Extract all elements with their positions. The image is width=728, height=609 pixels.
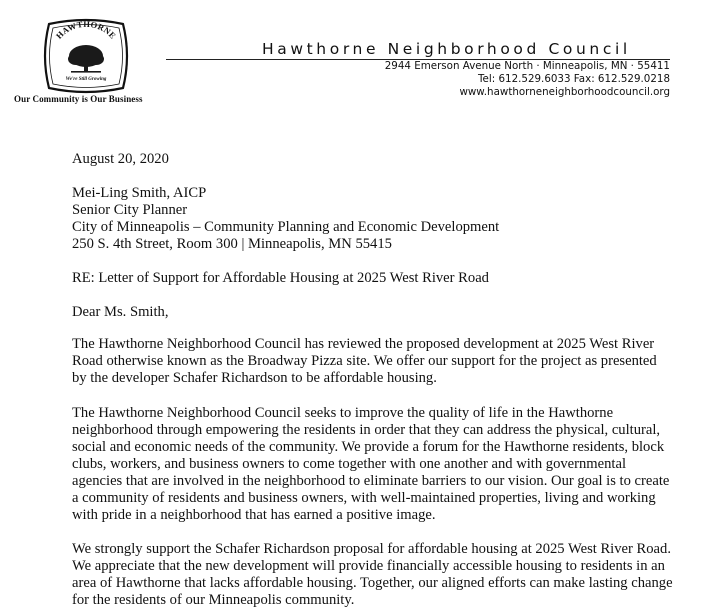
- org-address: 2944 Emerson Avenue North · Minneapolis, MN · 55411: [384, 60, 670, 72]
- letter-date: August 20, 2020: [72, 151, 169, 167]
- recipient-line: 250 S. 4th Street, Room 300 | Minneapolis, MN 55415: [72, 236, 392, 252]
- paragraph-line: clubs, workers, and business owners to come together with one another and with governmental: [72, 456, 627, 472]
- paragraph-line: The Hawthorne Neighborhood Council has reviewed the proposed development at 2025 West River: [72, 336, 655, 352]
- paragraph-line: neighborhood through empowering the residents in order that they can address the physical, cultural,: [72, 422, 661, 438]
- paragraph-line: social and economic needs of the community. We provide a forum for the Hawthorne residents, block: [72, 439, 665, 455]
- paragraph-line: with pride in a neighborhood that has earned a positive image.: [72, 507, 436, 523]
- paragraph-2: [72, 405, 692, 524]
- recipient-line: City of Minneapolis – Community Planning and Economic Development: [72, 219, 500, 235]
- paragraph-line: Road otherwise known as the Broadway Pizza site. We offer our support for the project as presented: [72, 353, 657, 369]
- paragraph-line: The Hawthorne Neighborhood Council seeks to improve the quality of life in the Hawthorne: [72, 405, 614, 421]
- subject-line: RE: Letter of Support for Affordable Housing at 2025 West River Road: [72, 270, 489, 286]
- recipient-line: Senior City Planner: [72, 202, 188, 218]
- salutation: Dear Ms. Smith,: [72, 304, 169, 320]
- paragraph-line: We strongly support the Schafer Richardson proposal for affordable housing at 2025 West River Road.: [72, 541, 671, 557]
- tree-icon: [68, 45, 104, 73]
- org-phones: Tel: 612.529.6033 Fax: 612.529.0218: [478, 73, 670, 86]
- paragraph-line: a community of residents and business owners, with well-maintained properties, living and working: [72, 490, 656, 506]
- recipient-block: [72, 185, 692, 253]
- paragraph-3: [72, 541, 692, 609]
- org-website: www.hawthorneneighborhoodcouncil.org: [459, 86, 670, 99]
- paragraph-line: by the developer Schafer Richardson to be affordable housing.: [72, 370, 437, 386]
- tagline: Our Community is Our Business: [14, 94, 143, 104]
- logo-top-text: HAWTHORNE: [53, 18, 119, 41]
- logo-bottom-text: We're Still Growing: [65, 77, 107, 82]
- paragraph-line: agencies that are involved in the neighborhood to eliminate barriers to our vision. Our goal is to create: [72, 473, 670, 489]
- paragraph-1: [72, 336, 692, 387]
- paragraph-line: for the residents of our Minneapolis community.: [72, 592, 355, 608]
- paragraph-line: area of Hawthorne that lacks affordable housing. Together, our aligned efforts can make lasting change: [72, 575, 673, 591]
- recipient-line: Mei-Ling Smith, AICP: [72, 185, 207, 201]
- org-name: Hawthorne Neighborhood Council: [262, 40, 631, 58]
- contact-block: [385, 60, 670, 100]
- paragraph-line: We appreciate that the new development will provide financially accessible housing to residents in an: [72, 558, 665, 574]
- hawthorne-logo: [41, 18, 131, 94]
